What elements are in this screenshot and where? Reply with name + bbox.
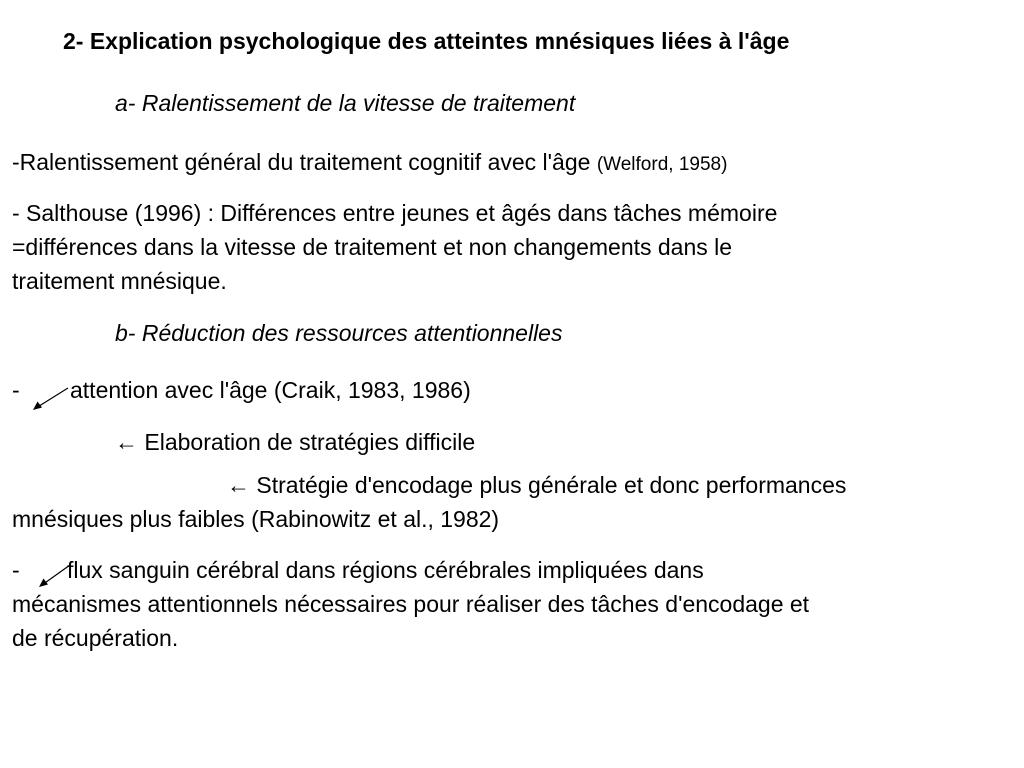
salthouse-line-3: traitement mnésique. xyxy=(12,268,227,294)
welford-reference: (Welford, 1958) xyxy=(596,154,728,175)
left-arrow-icon: ← xyxy=(227,472,250,498)
slowing-general-line xyxy=(12,145,727,182)
blood-flow-line-1: flux sanguin cérébral dans régions cérébrales impliquées dans xyxy=(67,557,704,583)
strategy-line-2: mnésiques plus faibles (Rabinowitz et al., 1982) xyxy=(12,506,500,532)
attention-bullet-dash: - xyxy=(12,377,20,403)
elaboration-line xyxy=(115,425,475,459)
strategy-text: Stratégie d'encodage plus générale et donc performances xyxy=(256,472,847,498)
blood-flow-line-2: mécanismes attentionnels nécessaires pour réaliser des tâches d'encodage et xyxy=(12,591,810,617)
blood-flow-line-3: de récupération. xyxy=(12,625,179,651)
strategy-line-1 xyxy=(227,468,846,502)
elaboration-text: Elaboration de stratégies difficile xyxy=(144,429,476,455)
salthouse-line-1: - Salthouse (1996) : Différences entre jeunes et âgés dans tâches mémoire xyxy=(12,200,778,226)
slowing-general-text: -Ralentissement général du traitement cognitif avec l'âge xyxy=(12,149,591,175)
section-b-heading: b- Réduction des ressources attentionnelles xyxy=(115,320,563,346)
left-arrow-icon: ← xyxy=(115,429,138,455)
decrease-arrow-icon xyxy=(30,386,70,412)
blood-flow-bullet-dash: - xyxy=(12,557,20,583)
salthouse-line-2: =différences dans la vitesse de traitement et non changements dans le xyxy=(12,234,733,260)
attention-bullet-text: attention avec l'âge (Craik, 1983, 1986) xyxy=(70,377,471,403)
slide-title: 2- Explication psychologique des atteintes mnésiques liées à l'âge xyxy=(63,28,790,54)
section-a-heading: a- Ralentissement de la vitesse de traitement xyxy=(115,90,576,116)
